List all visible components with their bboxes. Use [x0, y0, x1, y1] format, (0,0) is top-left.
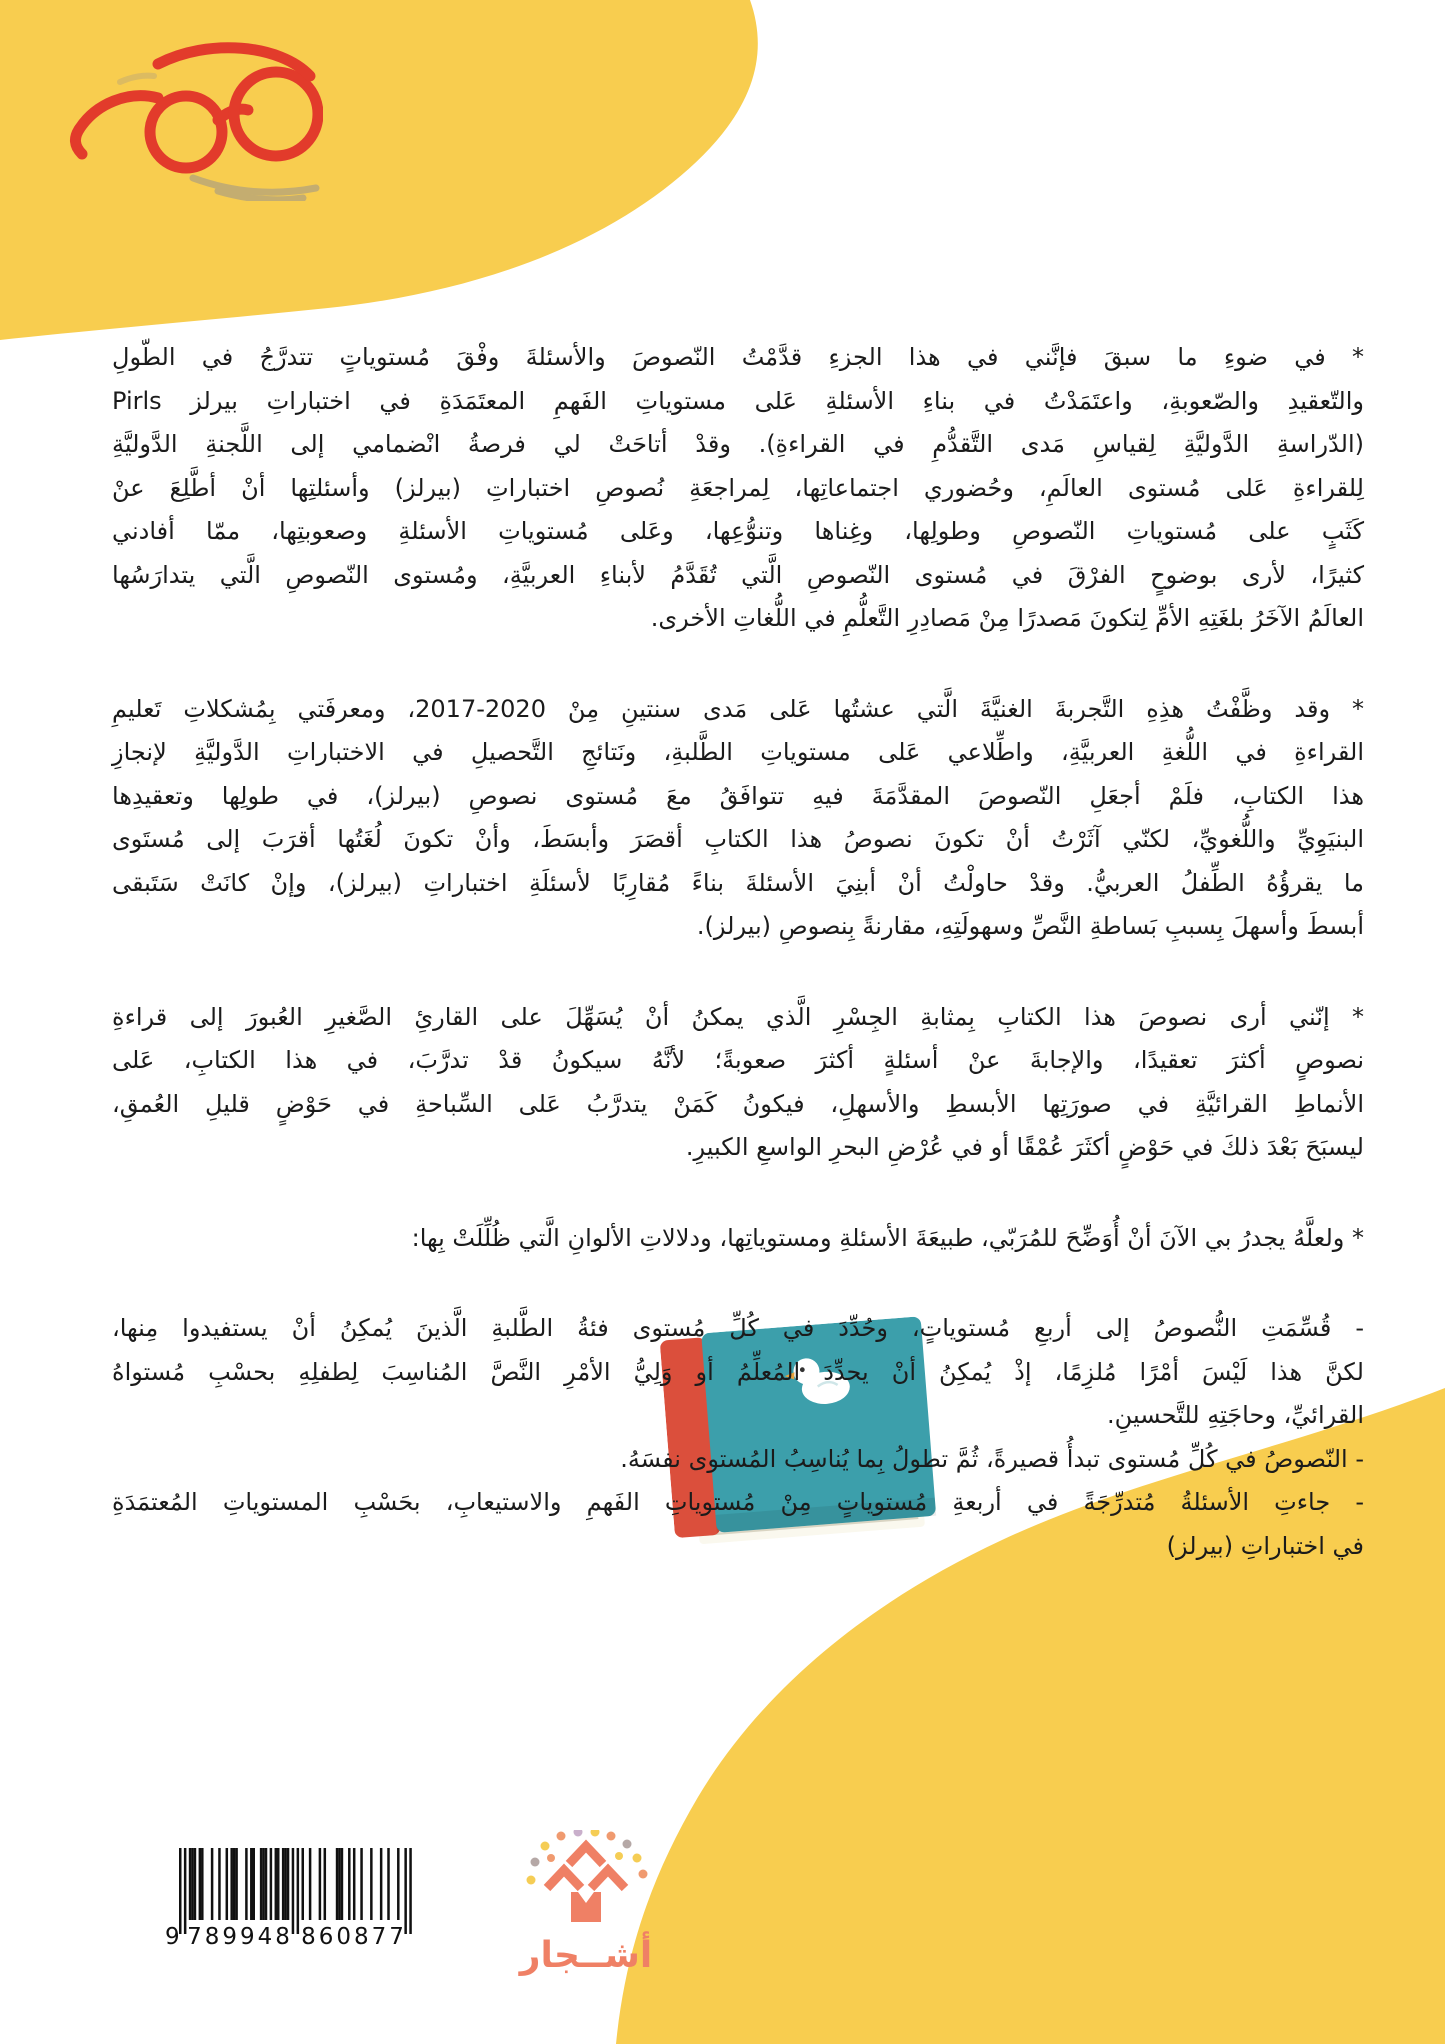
- barcode-digit-left: 9: [165, 1924, 180, 1950]
- paragraph: [112, 336, 1364, 641]
- text-line: كثيرًا، لأرى بوضوحٍ الفرْقَ في مُستوى النّصوصِ الَّتي تُقَدَّمُ لأبناءِ العربيَّةِ، ومُستوى النّصوصِ الَّتي يتدارَسُها: [112, 560, 1364, 589]
- text-line: * إنّني أرى نصوصَ هذا الكتابِ بِمثابةِ الجِسْرِ الَّذي يمكنُ أنْ يُسَهِّلَ على القارئِ الصَّغيرِ العُبورَ إلى قراءةِ: [112, 1002, 1364, 1031]
- text-line: البنيَوِيِّ واللُّغويِّ، لكنّي آثَرْتُ أنْ تكونَ نصوصُ هذا الكتابِ أقصَرَ وأبسَطَ، وأنْ تكونَ لُغَتُها أقرَبَ إلى مُستَوى: [112, 825, 1364, 853]
- text-line: في اختباراتِ (بيرلز): [1166, 1531, 1364, 1560]
- publisher-name: أشــجار: [519, 1935, 653, 1976]
- publisher-logo: [518, 1830, 654, 1976]
- glasses-icon: [58, 26, 323, 201]
- text-line: هذا الكتابِ، فلَمْ أجعَلِ النّصوصَ المقدَّمَةَ فيهِ تتوافَقُ معَ مُستوى نصوصِ (بيرلز)، في طولِها وتعقيدِها: [112, 781, 1364, 810]
- text-line: - جاءتِ الأسئلةُ مُتدرِّجَةً في أربعةِ مُستوياتٍ مِنْ مُستوياتِ الفَهمِ والاستيعابِ، بحَسْبِ المستوياتِ المُعتمَدَةِ: [112, 1488, 1364, 1516]
- text-line: أبسطَ وأسهلَ بِسببِ بَساطةِ النَّصِّ وسهولَتِهِ، مقارنةً بِنصوصِ (بيرلز).: [696, 912, 1364, 940]
- text-line: الأنماطِ القرائيَّةِ في صورَتِها الأبسطِ والأسهلِ، فيكونُ كَمَنْ يتدرَّبُ عَلى السِّباحةِ في حَوْضٍ قليلِ العُمقِ،: [112, 1089, 1364, 1118]
- text-line: ما يقرؤُهُ الطِّفلُ العربيُّ. وقدْ حاولْتُ أنْ أبنِيَ الأسئلةَ بناءً مُقارِبًا لأسئلَةِ اختباراتِ (بيرلز)، وإنْ كانَتْ سَتَبقى: [112, 868, 1364, 897]
- text-line: لكنَّ هذا لَيْسَ أمْرًا مُلزِمًا، إذْ يُمكِنُ أنْ يحدِّدَ المُعلِّمُ أو وَلِيُّ الأمْرِ النَّصَّ المُناسِبَ لِطفلِهِ بحسْبِ مُستواهُ: [112, 1357, 1364, 1386]
- paragraph: [112, 688, 1364, 949]
- text-line: لِلقراءةِ عَلى مُستوى العالَمِ، وحُضوري اجتماعاتِها، لِمراجعَةِ نُصوصِ اختباراتِ (بيرلز) وأسئلتِها أنْ أطَّلِعَ عنْ: [112, 473, 1364, 502]
- isbn-barcode: [165, 1848, 427, 1960]
- text-line: * ولعلَّهُ يجدرُ بي الآنَ أنْ أُوَضِّحَ للمُرَبّي، طبيعَةَ الأسئلةِ ومستوياتِها، ودلالاتِ الألوانِ الَّتي ظُلِّلَتْ بِها:: [411, 1223, 1364, 1252]
- text-line: كَثَبٍ على مُستوياتِ النّصوصِ وطولِها، وغِناها وتنوُّعِها، وعَلى مُستوياتِ الأسئلةِ وصعوبتِها، ممّا أفادني: [112, 517, 1364, 545]
- text-line: - النّصوصُ في كُلِّ مُستوى تبدأُ قصيرةً، ثُمَّ تطولُ بِما يُناسِبُ المُستوى نفسَهُ.: [620, 1444, 1364, 1473]
- text-line: العالَمُ الآخَرُ بلغَتِهِ الأمِّ لِتكونَ مَصدرًا مِنْ مَصادِرِ التَّعلُّمِ في اللُّغاتِ الأخرى.: [650, 604, 1364, 632]
- barcode-digits-group2: 860877: [301, 1924, 407, 1950]
- paragraph: [112, 1217, 1364, 1261]
- text-line: والتّعقيدِ والصّعوبةِ، واعتَمَدْتُ في بناءِ الأسئلةِ عَلى مستوياتِ الفَهمِ المعتَمَدَةِ في اختباراتِ بيرلز Pirls: [112, 386, 1364, 415]
- logo-dots: [527, 1830, 648, 1885]
- body-text: [112, 336, 1364, 1615]
- text-line: * في ضوءِ ما سبقَ فإنَّني في هذا الجزءِ قدَّمْتُ النّصوصَ والأسئلةَ وفْقَ مُستوياتٍ تتدرَّجُ في الطّولِ: [112, 343, 1364, 371]
- paragraph: [112, 996, 1364, 1170]
- publisher-logo-icon: [521, 1830, 651, 1930]
- text-line: القراءةِ في اللُّغةِ العربيَّةِ، واطِّلاعي عَلى مستوياتِ الطَّلبةِ، ونَتائجِ التَّحصيلِ في الاختباراتِ الدَّوليَّةِ لإنجازِ: [112, 738, 1364, 766]
- text-line: نصوصٍ أكثرَ تعقيدًا، والإجابةَ عنْ أسئلةٍ أكثرَ صعوبةً؛ لأنَّهُ سيكونُ قدْ تدرَّبَ، في هذا الكتابِ، عَلى: [112, 1046, 1364, 1074]
- text-line: (الدّراسةِ الدَّوليَّةِ لِقياسِ مَدى التَّقدُّمِ في القراءةِ). وقدْ أتاحَتْ لي فرصةُ انْضمامي إلى اللَّجنةِ الدَّوليَّةِ: [112, 430, 1364, 458]
- text-line: - قُسِّمَتِ النُّصوصُ إلى أربعِ مُستوياتٍ، وحُدِّدَ في كُلِّ مُستوى فئةُ الطَّلبةِ الَّذينَ يُمكِنُ أنْ يستفيدوا مِنها،: [112, 1314, 1364, 1342]
- text-line: * وقد وظَّفْتُ هذِهِ التَّجربةَ الغنيَّةَ الَّتي عشتُها عَلى مَدى سنتينِ مِنْ 2020-2017، ومعرفَتي بِمُشكلاتِ تَعليمِ: [112, 694, 1364, 723]
- paragraph: [112, 1307, 1364, 1568]
- text-line: ليسبَحَ بَعْدَ ذلكَ في حَوْضٍ أكثَرَ عُمْقًا أو في عُرْضِ البحرِ الواسعِ الكبيرِ.: [685, 1133, 1364, 1161]
- text-line: القرائيِّ، وحاجَتِهِ للتَّحسينِ.: [1107, 1401, 1364, 1429]
- barcode-bars: [179, 1848, 412, 1934]
- barcode-digits-group1: 789948: [187, 1924, 293, 1950]
